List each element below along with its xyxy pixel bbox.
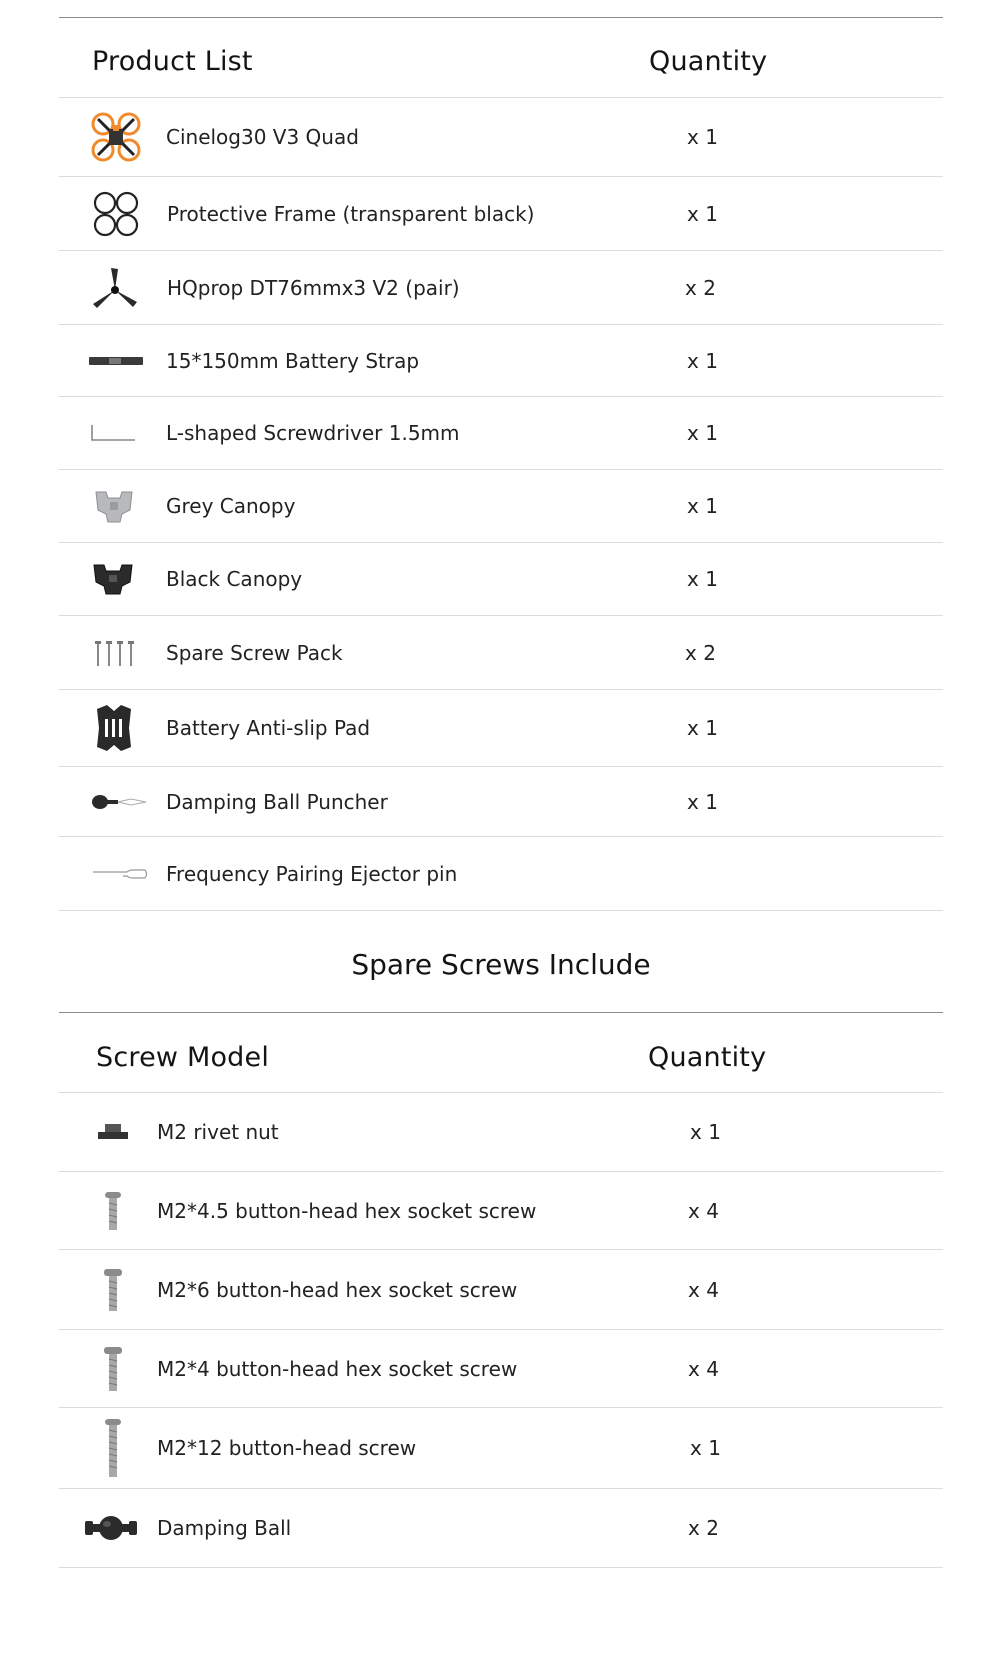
- item-quantity: x 1: [690, 1120, 721, 1144]
- item-label: M2*4.5 button-head hex socket screw: [157, 1198, 537, 1223]
- screw-pack-icon: [93, 639, 135, 667]
- item-label: 15*150mm Battery Strap: [166, 348, 420, 373]
- item-label: Damping Ball: [157, 1516, 292, 1540]
- screw-icon: [103, 1346, 123, 1392]
- section-title: Spare Screws Include: [351, 948, 651, 981]
- item-label: M2*6 button-head hex socket screw: [157, 1277, 518, 1302]
- item-label: Damping Ball Puncher: [166, 789, 388, 814]
- list-item: [59, 543, 943, 615]
- row-divider: [59, 910, 943, 911]
- list-item: [59, 767, 943, 836]
- list-item: [59, 397, 943, 469]
- item-quantity: x 1: [687, 421, 718, 445]
- rivet-nut-icon: [97, 1123, 129, 1141]
- list-item: [59, 251, 943, 324]
- item-label: M2 rivet nut: [157, 1120, 279, 1144]
- propeller-icon: [91, 266, 139, 310]
- ejector-pin-icon: [93, 867, 149, 881]
- product-list-header: Product List: [92, 46, 253, 77]
- item-quantity: x 1: [687, 494, 718, 518]
- item-quantity: x 4: [688, 1198, 719, 1223]
- item-quantity: x 4: [688, 1356, 719, 1381]
- table-row: [59, 1330, 943, 1407]
- grey-canopy-icon: [92, 488, 136, 524]
- list-item: [59, 98, 943, 176]
- section-divider: [59, 1012, 943, 1013]
- list-item: [59, 690, 943, 766]
- item-label: Battery Anti-slip Pad: [166, 716, 371, 740]
- anti-slip-pad-icon: [95, 703, 133, 753]
- item-quantity: x 1: [687, 567, 718, 591]
- item-label: Spare Screw Pack: [166, 640, 343, 665]
- item-quantity: x 4: [688, 1277, 719, 1302]
- item-label: M2*4 button-head hex socket screw: [157, 1356, 518, 1381]
- item-label: L-shaped Screwdriver 1.5mm: [166, 421, 460, 445]
- black-canopy-icon: [91, 562, 135, 596]
- item-quantity: x 1: [687, 125, 718, 149]
- battery-strap-icon: [89, 355, 143, 367]
- item-quantity: x 1: [687, 201, 718, 226]
- screw-quantity-header: Quantity: [648, 1042, 767, 1073]
- screw-icon: [104, 1191, 122, 1231]
- row-divider: [59, 1567, 943, 1568]
- table-row: [59, 1408, 943, 1488]
- screw-icon: [103, 1268, 123, 1312]
- item-label: Grey Canopy: [166, 494, 296, 518]
- list-item: [59, 837, 943, 910]
- long-screw-icon: [104, 1418, 122, 1478]
- table-row: [59, 1093, 943, 1171]
- item-label: Frequency Pairing Ejector pin: [166, 861, 458, 886]
- item-quantity: x 1: [687, 348, 718, 373]
- item-label: M2*12 button-head screw: [157, 1436, 417, 1460]
- top-divider: [59, 17, 943, 18]
- item-quantity: x 2: [685, 640, 716, 665]
- table-row: [59, 1489, 943, 1567]
- table-row: [59, 1172, 943, 1249]
- item-label: Protective Frame (transparent black): [167, 201, 535, 226]
- item-quantity: x 2: [685, 275, 716, 300]
- damping-ball-puncher-icon: [91, 792, 147, 812]
- item-label: HQprop DT76mmx3 V2 (pair): [167, 275, 460, 300]
- l-screwdriver-icon: [90, 423, 136, 443]
- quad-drone-icon: [90, 111, 142, 163]
- damping-ball-icon: [85, 1513, 137, 1543]
- item-label: Black Canopy: [166, 567, 303, 591]
- product-quantity-header: Quantity: [649, 46, 768, 77]
- list-item: [59, 325, 943, 396]
- list-item: [59, 616, 943, 689]
- screw-model-header: Screw Model: [96, 1042, 270, 1073]
- table-row: [59, 1250, 943, 1329]
- item-label: Cinelog30 V3 Quad: [166, 125, 359, 149]
- list-item: [59, 470, 943, 542]
- list-item: [59, 177, 943, 250]
- item-quantity: x 1: [687, 789, 718, 814]
- item-quantity: x 1: [687, 716, 718, 740]
- protective-frame-icon: [92, 190, 140, 238]
- item-quantity: x 1: [690, 1436, 721, 1460]
- item-quantity: x 2: [688, 1516, 719, 1540]
